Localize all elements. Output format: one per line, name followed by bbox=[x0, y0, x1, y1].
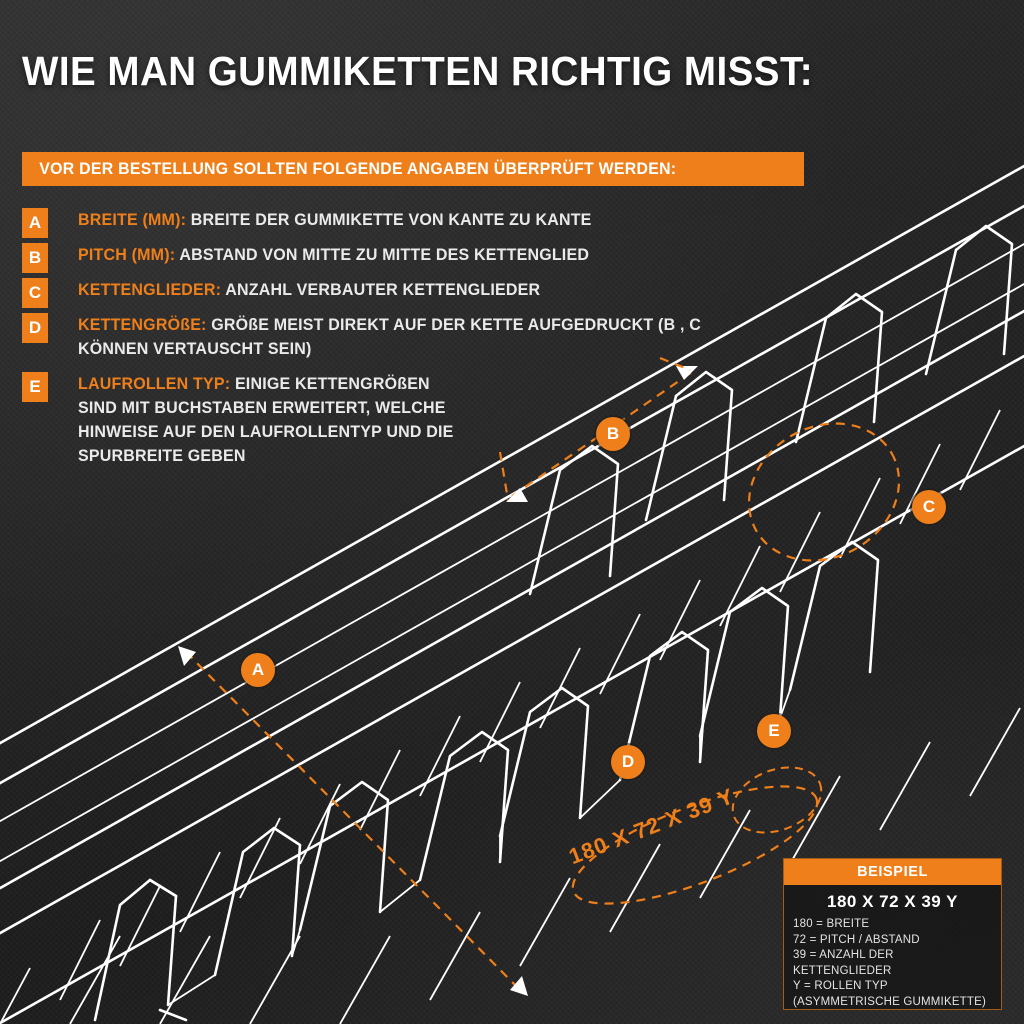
legend-key-a: BREITE (MM): bbox=[78, 211, 187, 229]
legend-text-b bbox=[78, 243, 703, 267]
example-line-2: 72 = PITCH / ABSTAND bbox=[793, 933, 920, 946]
example-header: BEISPIEL bbox=[784, 859, 1001, 885]
example-line-1: 180 = BREITE bbox=[793, 918, 870, 930]
diagram-marker-c: C bbox=[912, 490, 946, 524]
legend-badge-e: E bbox=[22, 372, 48, 402]
example-lines bbox=[784, 917, 1001, 1016]
legend-text-c bbox=[78, 278, 703, 302]
legend-key-e: LAUFROLLEN TYP: bbox=[78, 375, 231, 393]
legend-text-a bbox=[78, 208, 703, 232]
legend-value-b: ABSTAND VON MITTE ZU MITTE DES KETTENGLIED bbox=[179, 246, 590, 264]
subtitle-text: VOR DER BESTELLUNG SOLLTEN FOLGENDE ANGABEN ÜBERPRÜFT WERDEN: bbox=[39, 159, 677, 178]
legend-badge-c: C bbox=[22, 278, 48, 308]
legend-key-c: KETTENGLIEDER: bbox=[78, 281, 222, 299]
legend-text-e bbox=[78, 372, 466, 468]
legend-item-c bbox=[22, 278, 722, 302]
legend-value-c: ANZAHL VERBAUTER KETTENGLIEDER bbox=[225, 281, 541, 299]
track-printed-code: 180 X 72 X 39 Y bbox=[565, 783, 738, 870]
diagram-marker-e: E bbox=[757, 714, 791, 748]
legend-key-b: PITCH (MM): bbox=[78, 246, 176, 264]
legend-item-b bbox=[22, 243, 722, 267]
diagram-marker-b: B bbox=[596, 417, 630, 451]
legend-badge-b: B bbox=[22, 243, 48, 273]
legend-key-d: KETTENGRÖßE: bbox=[78, 316, 207, 334]
legend-item-d bbox=[22, 313, 722, 361]
diagram-marker-a: A bbox=[241, 653, 275, 687]
diagram-marker-d: D bbox=[611, 745, 645, 779]
example-line-3: 39 = ANZAHL DER KETTENGLIEDER bbox=[793, 949, 898, 977]
legend-text-d bbox=[78, 313, 703, 361]
subtitle-banner bbox=[22, 152, 804, 186]
example-code: 180 X 72 X 39 Y bbox=[826, 892, 958, 911]
legend-value-a: BREITE DER GUMMIKETTE VON KANTE ZU KANTE bbox=[190, 211, 592, 229]
legend-item-a bbox=[22, 208, 722, 232]
legend-value-e: EINIGE KETTENGRÖßEN SIND MIT BUCHSTABEN ERWEITERT, WELCHE HINWEISE AUF DEN LAUFROLLENTYP UND DIE SPURBREITE GEBEN bbox=[78, 375, 454, 465]
legend-badge-d: D bbox=[22, 313, 48, 343]
example-box bbox=[783, 858, 1002, 1010]
legend-value-d: GRÖßE MEIST DIREKT AUF DER KETTE AUFGEDRUCKT (B , C KÖNNEN VERTAUSCHT SEIN) bbox=[78, 316, 701, 358]
example-line-4: Y = ROLLEN TYP (ASYMMETRISCHE GUMMIKETTE) bbox=[793, 980, 987, 1008]
legend-badge-a: A bbox=[22, 208, 48, 238]
page-title: WIE MAN GUMMIKETTEN RICHTIG MISST: bbox=[22, 48, 814, 94]
